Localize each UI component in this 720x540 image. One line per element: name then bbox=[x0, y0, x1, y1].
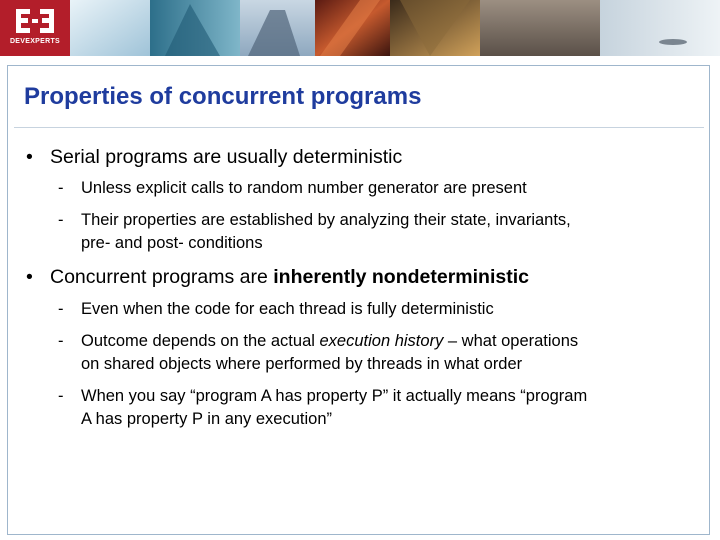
header-banner bbox=[0, 0, 720, 56]
sub-bullet-text-italic: execution history bbox=[319, 332, 444, 350]
dash-marker: - bbox=[58, 387, 64, 405]
dash-marker: - bbox=[58, 332, 64, 350]
sub-bullet-code-deterministic bbox=[58, 298, 494, 321]
sub-bullet-text: Their properties are established by analyzing their state, invariants, bbox=[81, 211, 571, 229]
bullet-text: Concurrent programs are bbox=[50, 266, 274, 288]
title-divider bbox=[14, 127, 704, 128]
dash-marker: - bbox=[58, 179, 64, 197]
sub-bullet-text: When you say “program A has property P” it actually means “program bbox=[81, 387, 588, 405]
sub-bullet-text-after: – what operations bbox=[443, 332, 579, 350]
sub-bullet-random-generator bbox=[58, 177, 527, 200]
bullet-text: Serial programs are usually deterministic bbox=[50, 146, 403, 168]
company-logo bbox=[0, 0, 70, 56]
sub-bullet-execution-history bbox=[58, 330, 578, 376]
dash-marker: - bbox=[58, 300, 64, 318]
bullet-marker: • bbox=[26, 146, 33, 168]
sub-bullet-properties-established bbox=[58, 209, 571, 255]
bullet-serial-programs bbox=[26, 146, 402, 169]
sub-bullet-text: Even when the code for each thread is fully deterministic bbox=[81, 300, 494, 318]
sub-bullet-text-continued: pre- and post- conditions bbox=[81, 234, 263, 252]
bullet-marker: • bbox=[26, 266, 33, 288]
sub-bullet-text: Unless explicit calls to random number generator are present bbox=[81, 179, 527, 197]
sub-bullet-text-continued: on shared objects where performed by threads in what order bbox=[81, 355, 523, 373]
sub-bullet-text-continued: A has property P in any execution” bbox=[81, 410, 333, 428]
dash-marker: - bbox=[58, 211, 64, 229]
logo-text: DEVEXPERTS bbox=[9, 38, 61, 45]
slide-title: Properties of concurrent programs bbox=[24, 83, 422, 110]
sub-bullet-text: Outcome depends on the actual bbox=[81, 332, 320, 350]
bullet-concurrent-programs bbox=[26, 266, 529, 289]
logo-mark-icon bbox=[14, 7, 56, 35]
header-photo-strip bbox=[70, 0, 720, 56]
sub-bullet-property-p bbox=[58, 385, 587, 431]
bullet-text-emphasis: inherently nondeterministic bbox=[273, 266, 529, 288]
